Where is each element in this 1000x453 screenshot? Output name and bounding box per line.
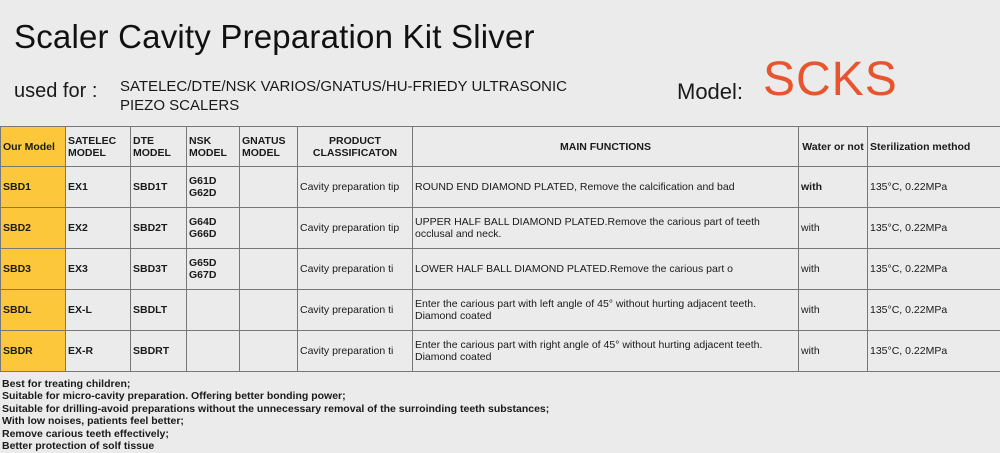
cell-dte: SBD3T — [131, 249, 187, 290]
cell-satelec: EX1 — [66, 167, 131, 208]
benefit-item: Suitable for drilling-avoid preparations without the unnecessary removal of the surroinding teeth substances; — [2, 402, 550, 415]
header-functions: MAIN FUNCTIONS — [413, 127, 799, 167]
table-row — [1, 167, 1000, 208]
table-header-row — [1, 127, 1000, 167]
cell-classification: Cavity preparation ti — [298, 290, 413, 331]
header-our-model: Our Model — [1, 127, 66, 167]
benefit-item: Remove carious teeth effectively; — [2, 427, 169, 440]
header-nsk: NSK MODEL — [187, 127, 240, 167]
used-for-value: SATELEC/DTE/NSK VARIOS/GNATUS/HU-FRIEDY ULTRASONIC PIEZO SCALERS — [120, 78, 568, 114]
model-label: Model: — [677, 79, 744, 104]
cell-our-model: SBDL — [1, 290, 66, 331]
cell-function: Enter the carious part with left angle of 45° without hurting adjacent teeth. Diamond coated — [413, 290, 799, 331]
cell-water: with — [799, 249, 868, 290]
used-for-label: used for : — [14, 80, 98, 102]
cell-water: with — [799, 290, 868, 331]
spec-table — [0, 126, 1000, 372]
cell-function: ROUND END DIAMOND PLATED, Remove the calcification and bad — [413, 167, 799, 208]
cell-nsk: G64D G66D — [187, 208, 240, 249]
cell-classification: Cavity preparation tip — [298, 208, 413, 249]
cell-sterilization: 135°C, 0.22MPa — [868, 331, 1000, 372]
cell-our-model: SBD2 — [1, 208, 66, 249]
cell-sterilization: 135°C, 0.22MPa — [868, 208, 1000, 249]
cell-dte: SBD1T — [131, 167, 187, 208]
cell-gnatus — [240, 167, 298, 208]
cell-satelec: EX-L — [66, 290, 131, 331]
benefits-list — [2, 378, 998, 452]
cell-sterilization: 135°C, 0.22MPa — [868, 249, 1000, 290]
cell-satelec: EX3 — [66, 249, 131, 290]
benefit-item: Best for treating children; — [2, 378, 131, 390]
cell-water: with — [799, 208, 868, 249]
cell-our-model: SBD1 — [1, 167, 66, 208]
cell-gnatus — [240, 249, 298, 290]
cell-nsk — [187, 331, 240, 372]
cell-sterilization: 135°C, 0.22MPa — [868, 167, 1000, 208]
header-satelec: SATELEC MODEL — [66, 127, 131, 167]
cell-classification: Cavity preparation ti — [298, 249, 413, 290]
cell-water: with — [799, 331, 868, 372]
cell-dte: SBDLT — [131, 290, 187, 331]
cell-nsk: G61D G62D — [187, 167, 240, 208]
cell-function: UPPER HALF BALL DIAMOND PLATED.Remove the carious part of teeth occlusal and neck. — [413, 208, 799, 249]
cell-our-model: SBD3 — [1, 249, 66, 290]
cell-gnatus — [240, 290, 298, 331]
page-title: Scaler Cavity Preparation Kit Sliver — [14, 18, 535, 55]
cell-satelec: EX2 — [66, 208, 131, 249]
cell-classification: Cavity preparation tip — [298, 167, 413, 208]
header-classification: PRODUCT CLASSIFICATON — [298, 127, 413, 167]
cell-satelec: EX-R — [66, 331, 131, 372]
cell-dte: SBD2T — [131, 208, 187, 249]
cell-nsk: G65D G67D — [187, 249, 240, 290]
cell-function: LOWER HALF BALL DIAMOND PLATED.Remove the carious part o — [413, 249, 799, 290]
table-row — [1, 208, 1000, 249]
cell-water: with — [799, 167, 868, 208]
cell-sterilization: 135°C, 0.22MPa — [868, 290, 1000, 331]
benefit-item: Suitable for micro-cavity preparation. Offering better bonding power; — [2, 390, 346, 403]
header-dte: DTE MODEL — [131, 127, 187, 167]
cell-nsk — [187, 290, 240, 331]
cell-classification: Cavity preparation ti — [298, 331, 413, 372]
header-water: Water or not — [799, 127, 868, 167]
cell-function: Enter the carious part with right angle of 45° without hurting adjacent teeth. Diamond coated — [413, 331, 799, 372]
table-row — [1, 331, 1000, 372]
cell-gnatus — [240, 208, 298, 249]
header-sterilization: Sterilization method — [868, 127, 1000, 167]
model-value: SCKS — [763, 53, 898, 106]
cell-gnatus — [240, 331, 298, 372]
header-gnatus: GNATUS MODEL — [240, 127, 298, 167]
table-row — [1, 290, 1000, 331]
benefit-item: Better protection of solf tissue — [2, 440, 155, 453]
table-row — [1, 249, 1000, 290]
benefit-item: With low noises, patients feel better; — [2, 415, 184, 428]
cell-dte: SBDRT — [131, 331, 187, 372]
cell-our-model: SBDR — [1, 331, 66, 372]
